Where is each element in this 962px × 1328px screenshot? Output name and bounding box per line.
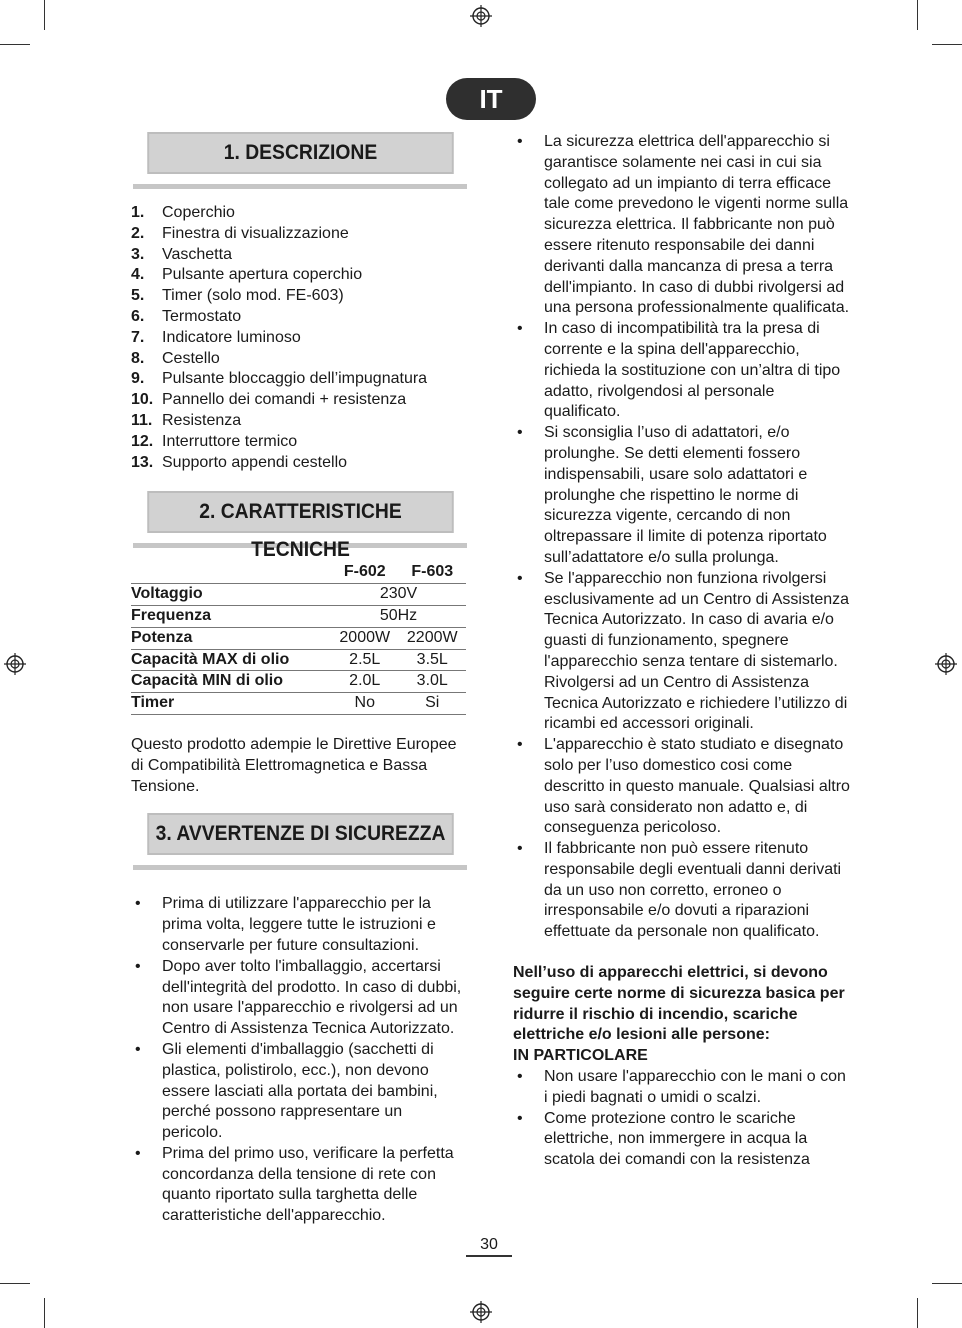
list-item: • L'apparecchio è stato studiato e disegnato solo per l’uso domestico cosi come descritto in questo manuale. Qualsiasi altro uso sarà considerato non adatto e, di conseguenza pericoloso.	[517, 736, 850, 837]
section-title-specs: 2. CARATTERISTICHE TECNICHE	[147, 491, 453, 533]
list-item: 1. Coperchio	[131, 204, 235, 221]
general-safety-note: Nell’uso di apparecchi elettrici, si devono seguire certe norme di sicurezza basica per ridurre il rischio di incendio, scariche elettriche e/o lesioni alle persone:	[513, 964, 845, 1044]
list-item: 11. Resistenza	[131, 411, 242, 429]
table-row: Capacità MIN di olio 2.0L 3.0L	[131, 671, 466, 693]
section-divider	[133, 184, 467, 189]
table-row: Frequenza 50Hz	[131, 605, 466, 627]
left-column	[131, 132, 467, 1227]
crop-mark	[0, 1283, 30, 1284]
registration-mark-icon	[470, 1301, 492, 1323]
safety-list-right	[513, 132, 853, 943]
list-item: • La sicurezza elettrica dell'apparecchio si garantisce solamente nei casi in cui sia collegato ad un impianto di terra efficace tale come prevedono le vigenti norme sulla sicurezza elettrica. Il fabbricante non può essere ritenuto responsabile dei danni derivanti dalla mancanza di presa a terra dell'impianto. In caso di dubbi rivolgersi ad una persona professionalmente qualificata.	[517, 133, 850, 317]
list-item: 13. Supporto appendi cestello	[131, 453, 348, 471]
list-item: • Se l'apparecchio non funziona rivolgersi esclusivamente ad un Centro di Assistenza Tecnica Autorizzato. In caso di avaria e/o guasti di funzionamento, spegnere l'apparecchio senza tentare di sistemarlo. Rivolgersi ad un Centro di Assistenza Tecnica Autorizzato e richiedere l’utilizzo di ricambi ed accessori originali.	[517, 569, 850, 733]
list-item: • Prima di utilizzare l'apparecchio per la prima volta, leggere tutte le istruzioni e conservarle per future consultazioni.	[135, 895, 436, 954]
crop-mark	[0, 44, 30, 45]
safety-list-left	[131, 894, 467, 1227]
particular-list	[513, 1067, 853, 1171]
list-item: • Il fabbricante non può essere ritenuto responsabile degli eventuali danni derivati da un uso non corretto, erroneo o irresponsabile e/o dovuti a riparazioni effettuate da personale non qualificato.	[517, 840, 842, 941]
list-item: • In caso di incompatibilità tra la presa di corrente e la spina dell'apparecchio, richieda la sostituzione con un’altra di tipo adatto, rivolgendosi al personale qualificato.	[517, 320, 841, 421]
column-header: F-603	[411, 563, 454, 581]
list-item: 5. Timer (solo mod. FE-603)	[131, 287, 344, 305]
list-item: 2. Finestra di visualizzazione	[131, 224, 349, 242]
list-item: • Non usare l'apparecchio con le mani o con i piedi bagnati o umidi o scalzi.	[517, 1068, 846, 1106]
list-item: 4. Pulsante apertura coperchio	[131, 266, 363, 284]
list-item: 12. Interruttore termico	[131, 432, 298, 450]
right-column	[513, 132, 853, 1171]
registration-mark-icon	[935, 653, 957, 675]
table-row: Potenza 2000W 2200W	[131, 627, 466, 649]
spec-table	[131, 562, 466, 715]
page-number: 30	[466, 1236, 512, 1257]
list-item: 8. Cestello	[131, 349, 220, 367]
crop-mark	[44, 1298, 45, 1328]
compliance-note: Questo prodotto adempie le Direttive Europee di Compatibilità Elettromagnetica e Bassa Tensione.	[131, 735, 457, 795]
list-item: 9. Pulsante bloccaggio dell’impugnatura	[131, 370, 428, 388]
crop-mark	[932, 44, 962, 45]
table-row: Capacità MAX di olio 2.5L 3.5L	[131, 649, 466, 671]
crop-mark	[917, 1298, 918, 1328]
registration-mark-icon	[470, 5, 492, 27]
list-item: 10. Pannello dei comandi + resistenza	[131, 391, 407, 409]
list-item: 7. Indicatore luminoso	[131, 328, 301, 346]
crop-mark	[932, 1283, 962, 1284]
crop-mark	[44, 0, 45, 30]
section-title-description: 1. DESCRIZIONE	[147, 132, 453, 174]
list-item: 6. Termostato	[131, 307, 242, 325]
section-divider	[133, 865, 467, 870]
list-item: • Dopo aver tolto l'imballaggio, accertarsi dell'integrità del prodotto. In caso di dubbi, non usare l'apparecchio e rivolgersi ad un Centro di Assistenza Tecnica Autorizzato.	[135, 957, 462, 1038]
section-title-safety: 3. AVVERTENZE DI SICUREZZA	[147, 813, 453, 855]
particular-heading: IN PARTICOLARE	[513, 1047, 648, 1065]
column-header: F-602	[343, 563, 386, 581]
description-list	[131, 203, 467, 473]
registration-mark-icon	[4, 653, 26, 675]
table-row: Voltaggio 230V	[131, 584, 466, 606]
list-item: • Si sconsiglia l’uso di adattatori, e/o prolunghe. Se detti elementi fossero indispensabili, usare solo adattatori e prolunghe che rispettino le norme di sicurezza vigente, cercando di non oltrepassare il limite di potenza riportato sull’adattatore e/o sulla prolunga.	[517, 424, 827, 566]
list-item: • Prima del primo uso, verificare la perfetta concordanza della tensione di rete con quanto riportato sulla targhetta delle caratteristiche dell'apparecchio.	[135, 1144, 454, 1225]
crop-mark	[917, 0, 918, 30]
list-item: • Gli elementi d'imballaggio (sacchetti di plastica, polistirolo, ecc.), non devono essere lasciati alla portata dei bambini, perché possono rappresentare un pericolo.	[135, 1040, 438, 1142]
table-row: Timer No Si	[131, 693, 466, 715]
list-item: 3. Vaschetta	[131, 245, 232, 263]
list-item: • Come protezione contro le scariche elettriche, non immergere in acqua la scatola dei comandi con la resistenza	[517, 1109, 810, 1169]
language-badge: IT	[446, 78, 536, 120]
